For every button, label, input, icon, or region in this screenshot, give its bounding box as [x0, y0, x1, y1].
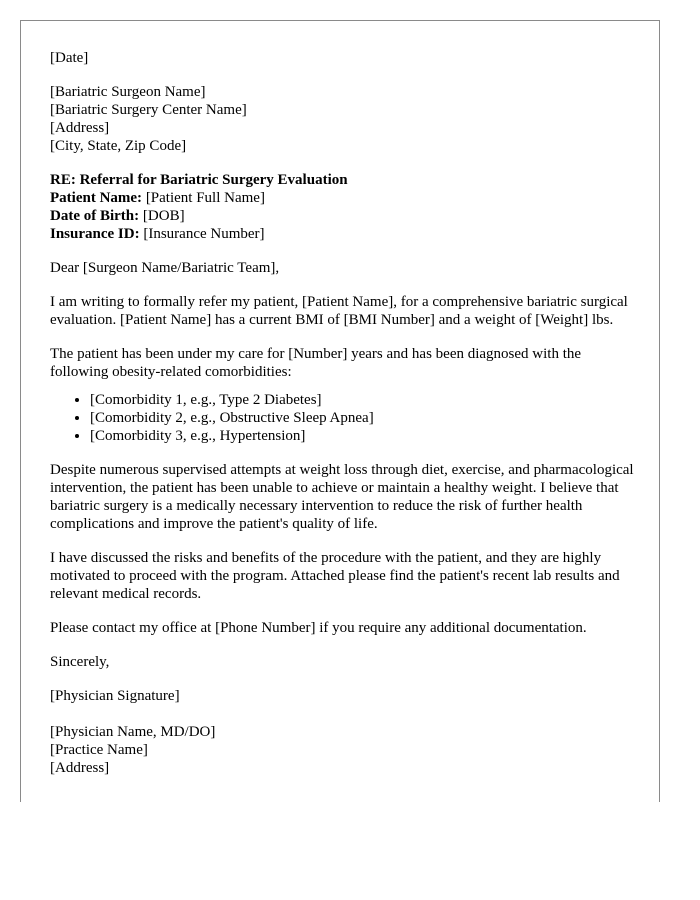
paragraph-contact: Please contact my office at [Phone Number] if you require any additional documentation. [50, 620, 587, 636]
re-subject: RE: Referral for Bariatric Surgery Evaluation [50, 172, 348, 188]
patient-name-label: Patient Name: [50, 190, 143, 206]
recipient-center: [Bariatric Surgery Center Name] [50, 102, 247, 118]
insurance-line [50, 225, 640, 243]
sender-address: [Address] [50, 760, 110, 776]
letter-body [50, 49, 640, 777]
letter-date [50, 49, 640, 67]
patient-name-value: [Patient Full Name] [142, 190, 265, 206]
sender-block [50, 723, 640, 777]
recipient-city-state-zip: [City, State, Zip Code] [50, 138, 187, 154]
paragraph-history: The patient has been under my care for [Number] years and has been diagnosed with the following obesity-related comorbidities: [50, 346, 582, 380]
signature-placeholder: [Physician Signature] [50, 688, 180, 704]
list-item: • [Comorbidity 3, e.g., Hypertension] [90, 427, 640, 445]
letter-page [20, 20, 660, 802]
closing: Sincerely, [50, 654, 110, 670]
recipient-address: [Address] [50, 120, 110, 136]
paragraph-referral: I am writing to formally refer my patient, [Patient Name], for a comprehensive bariatric surgical evaluation. [Patient Name] has a current BMI of [BMI Number] and a weight of [Weight] lbs. [50, 294, 628, 328]
re-block [50, 171, 640, 243]
insurance-label: Insurance ID: [50, 226, 140, 242]
paragraph-weight-loss-attempts: Despite numerous supervised attempts at weight loss through diet, exercise, and pharmacological intervention, the patient has been unable to achieve or maintain a healthy weight. I believe that bariatric surgery is a medically necessary intervention to reduce the risk of further health complications and improve the patient's quality of life. [50, 462, 634, 532]
sender-practice: [Practice Name] [50, 742, 148, 758]
list-item: • [Comorbidity 2, e.g., Obstructive Sleep Apnea] [90, 409, 640, 427]
comorbidity-list [50, 391, 640, 445]
dob-value: [DOB] [139, 208, 185, 224]
insurance-value: [Insurance Number] [139, 226, 265, 242]
recipient-name: [Bariatric Surgeon Name] [50, 84, 206, 100]
salutation: Dear [Surgeon Name/Bariatric Team], [50, 260, 280, 276]
recipient-address-block [50, 83, 640, 155]
date-text: [Date] [50, 50, 89, 66]
dob-label: Date of Birth: [50, 208, 140, 224]
list-item: • [Comorbidity 1, e.g., Type 2 Diabetes] [90, 391, 640, 409]
sender-name: [Physician Name, MD/DO] [50, 724, 216, 740]
patient-name-line [50, 189, 640, 207]
dob-line [50, 207, 640, 225]
paragraph-risks-benefits: I have discussed the risks and benefits of the procedure with the patient, and they are highly motivated to proceed with the program. Attached please find the patient's recent lab results and relevant medical records. [50, 550, 620, 602]
